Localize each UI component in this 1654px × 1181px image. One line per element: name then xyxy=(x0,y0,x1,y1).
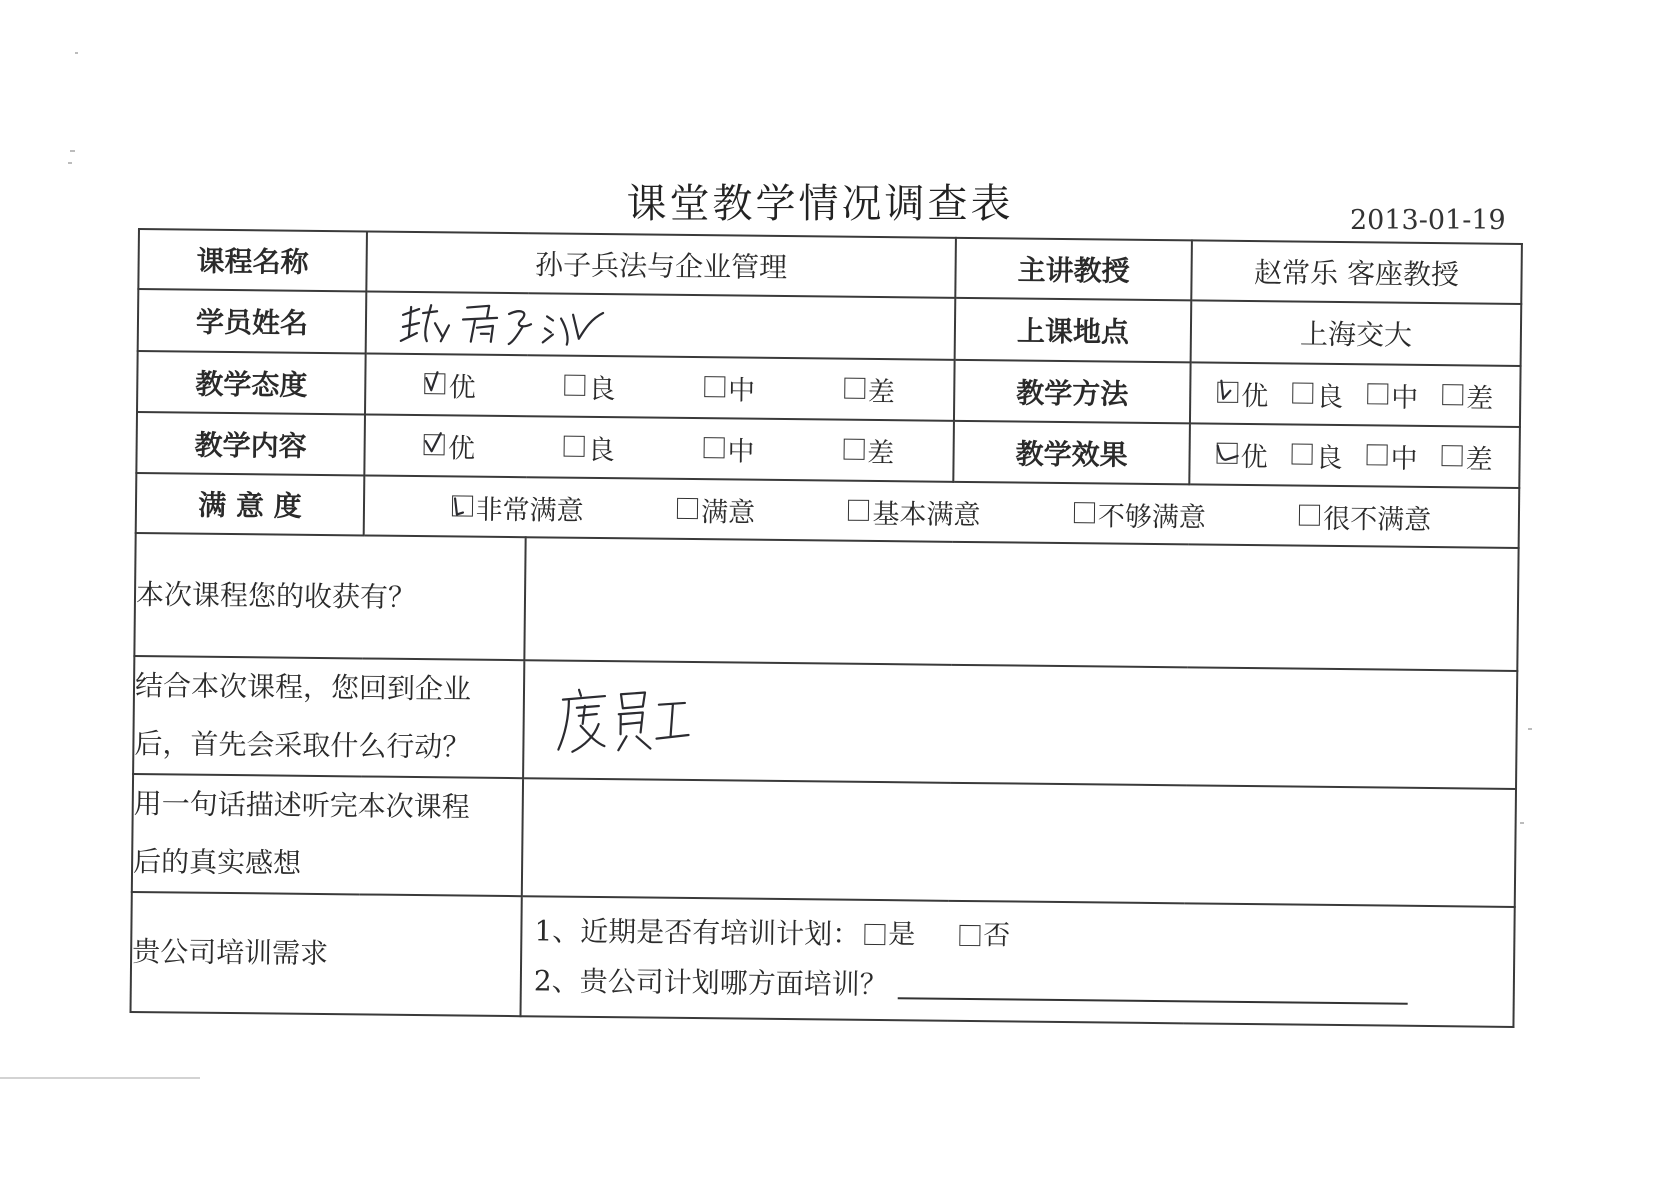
option-label: 很不满意 xyxy=(1323,503,1432,536)
form-title: 课堂教学情况调查表 xyxy=(626,181,1014,227)
checkbox[interactable] xyxy=(1299,504,1320,525)
teaching-effect-options xyxy=(1189,423,1520,488)
satisfaction-option-satisfied[interactable] xyxy=(677,489,755,529)
option-label: 良 xyxy=(1316,381,1344,414)
satisfaction-option-very-satisfied[interactable] xyxy=(451,487,583,527)
q4-label: 贵公司培训需求 xyxy=(131,892,522,1016)
effect-option-poor[interactable] xyxy=(1441,437,1492,477)
checkbox[interactable] xyxy=(1442,384,1463,405)
course-name-label: 课程名称 xyxy=(138,229,367,291)
option-label: 中 xyxy=(727,375,756,407)
option-label: 差 xyxy=(1466,383,1494,415)
q4-item2-text: 2、贵公司计划哪方面培训？ xyxy=(533,964,888,1002)
checkbox[interactable] xyxy=(1367,383,1388,404)
option-label: 差 xyxy=(867,376,896,409)
checkbox-checked[interactable] xyxy=(1217,443,1238,464)
q4-item2 xyxy=(522,956,1513,1017)
checkbox-checked[interactable] xyxy=(425,373,446,394)
q4-item1-text: 1、近期是否有培训计划： xyxy=(534,914,861,951)
checkbox[interactable] xyxy=(843,439,864,460)
method-option-poor[interactable] xyxy=(1442,376,1493,416)
checkbox[interactable] xyxy=(1292,383,1313,404)
checkbox[interactable] xyxy=(1074,502,1095,523)
student-name-field[interactable] xyxy=(366,291,956,359)
option-label: 差 xyxy=(867,437,895,470)
checkbox-checked[interactable] xyxy=(424,434,445,455)
professor-label: 主讲教授 xyxy=(955,238,1192,301)
method-option-excellent[interactable] xyxy=(1217,374,1268,414)
location-value: 上海交大 xyxy=(1191,300,1522,366)
q3-answer-field[interactable] xyxy=(522,778,1516,907)
option-label: 优 xyxy=(448,372,476,404)
row-q1 xyxy=(134,533,1518,671)
option-label: 满意 xyxy=(700,496,756,529)
option-label: 中 xyxy=(1390,443,1418,475)
attitude-option-good[interactable] xyxy=(564,367,615,407)
option-label: 是 xyxy=(888,919,916,951)
q1-label: 本次课程您的收获有？ xyxy=(134,533,525,660)
teaching-method-label: 教学方法 xyxy=(954,360,1191,424)
checkbox[interactable] xyxy=(959,924,980,945)
option-label: 不够满意 xyxy=(1097,500,1206,534)
checkbox[interactable] xyxy=(1442,445,1463,466)
checkbox[interactable] xyxy=(864,923,885,944)
option-label: 优 xyxy=(1241,380,1269,413)
option-label: 良 xyxy=(587,434,615,467)
satisfaction-option-basically-satisfied[interactable] xyxy=(848,491,980,531)
form-date: 2013-01-19 xyxy=(1350,205,1506,236)
checkbox[interactable] xyxy=(564,375,585,396)
option-label: 中 xyxy=(1391,382,1419,414)
teaching-method-options xyxy=(1190,362,1521,427)
attitude-option-fair[interactable] xyxy=(704,368,755,408)
checkbox[interactable] xyxy=(848,499,869,520)
checkbox[interactable] xyxy=(1367,444,1388,465)
option-label: 基本满意 xyxy=(872,498,981,531)
checkbox[interactable] xyxy=(1292,443,1313,464)
student-name-label: 学员姓名 xyxy=(138,289,367,353)
content-option-good[interactable] xyxy=(564,428,615,468)
checkbox[interactable] xyxy=(844,378,865,399)
row-q4 xyxy=(131,892,1515,1027)
q2-label-line2: 后，首先会采取什么行动？ xyxy=(134,726,471,764)
q4-option-yes[interactable] xyxy=(864,910,916,961)
q2-label-line1: 结合本次课程，您回到企业 xyxy=(134,668,472,706)
teaching-content-options xyxy=(364,414,954,481)
method-option-good[interactable] xyxy=(1292,375,1343,415)
method-option-fair[interactable] xyxy=(1367,375,1418,415)
teaching-effect-label: 教学效果 xyxy=(953,421,1190,485)
q3-label-line2: 后的真实感想 xyxy=(132,844,302,880)
option-label: 良 xyxy=(1315,442,1343,475)
checkbox[interactable] xyxy=(703,437,724,458)
attitude-option-poor[interactable] xyxy=(844,370,895,410)
option-label: 优 xyxy=(447,433,476,465)
row-q2 xyxy=(133,656,1517,789)
option-label: 非常满意 xyxy=(475,494,584,527)
q2-answer-field[interactable] xyxy=(523,660,1517,789)
location-label: 上课地点 xyxy=(955,298,1192,363)
option-label: 优 xyxy=(1240,441,1268,474)
content-option-poor[interactable] xyxy=(843,431,894,471)
satisfaction-label: 满 意 度 xyxy=(136,473,365,535)
student-name-signature xyxy=(397,297,638,352)
q2-label xyxy=(133,656,524,778)
option-label: 否 xyxy=(983,920,1011,952)
row-q3 xyxy=(132,774,1516,907)
q3-label-line1: 用一句话描述听完本次课程 xyxy=(133,786,470,824)
survey-form xyxy=(129,228,1521,1085)
survey-table xyxy=(130,228,1523,1028)
checkbox[interactable] xyxy=(704,376,725,397)
checkbox[interactable] xyxy=(677,497,698,518)
q2-handwritten-answer xyxy=(554,680,715,762)
professor-value: 赵常乐 客座教授 xyxy=(1191,240,1522,304)
q4-item2-blank-line[interactable] xyxy=(898,971,1408,1005)
checkbox-checked[interactable] xyxy=(1217,382,1238,403)
attitude-option-excellent[interactable] xyxy=(424,365,475,405)
content-option-excellent[interactable] xyxy=(424,426,475,466)
effect-option-fair[interactable] xyxy=(1366,436,1417,476)
satisfaction-option-very-dissatisfied[interactable] xyxy=(1299,496,1431,536)
q4-option-no[interactable] xyxy=(959,911,1011,962)
option-label: 良 xyxy=(588,373,616,406)
course-name-value: 孙子兵法与企业管理 xyxy=(366,231,956,297)
option-label: 中 xyxy=(727,436,755,468)
teaching-attitude-label: 教学态度 xyxy=(137,351,366,414)
content-option-fair[interactable] xyxy=(703,429,754,469)
option-label: 差 xyxy=(1465,444,1493,476)
effect-option-good[interactable] xyxy=(1291,435,1342,475)
teaching-content-label: 教学内容 xyxy=(136,412,365,475)
effect-option-excellent[interactable] xyxy=(1216,435,1267,475)
q1-answer-field[interactable] xyxy=(524,537,1518,671)
satisfaction-option-not-satisfied[interactable] xyxy=(1074,494,1206,534)
teaching-attitude-options xyxy=(365,353,955,420)
q4-answer-area xyxy=(520,896,1514,1027)
checkbox[interactable] xyxy=(564,436,585,457)
checkbox-checked[interactable] xyxy=(452,495,473,516)
q3-label xyxy=(132,774,523,896)
